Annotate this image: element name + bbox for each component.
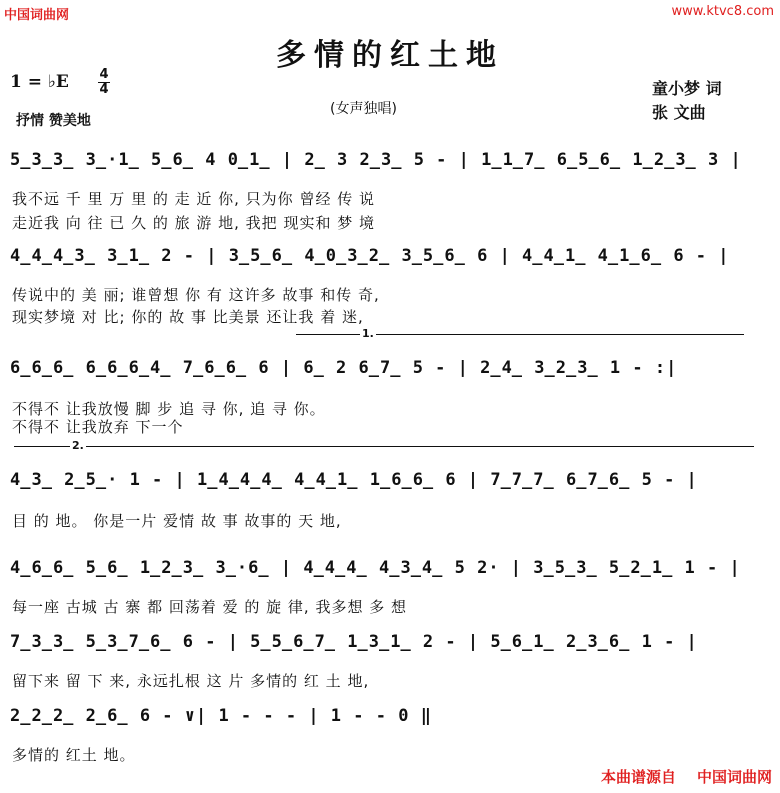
watermark-right: www.ktvc8.com (671, 4, 774, 19)
song-title: 多情的红土地 (276, 38, 504, 73)
score-row-2-lyric-1: 传说中的 美 丽; 谁曾想 你 有 这许多 故事 和传 奇, (12, 286, 380, 304)
score-row-7-notes: 2̲2̲2̲ 2̲6̲ 6 - ∨| 1 - - - | 1 - - 0 ‖ (10, 706, 432, 726)
score-row-1-lyric-1: 我不远 千 里 万 里 的 走 近 你, 只为你 曾经 传 说 (12, 190, 375, 208)
score-row-3-lyric-1: 不得不 让我放慢 脚 步 追 寻 你, 追 寻 你。 (12, 400, 326, 418)
tempo-marking: 抒情 赞美地 (16, 113, 91, 129)
source-site-link[interactable]: 中国词曲网 (696, 768, 772, 786)
performance-note: (女声独唱) (330, 101, 397, 117)
key-signature: 1 = ♭E (10, 72, 69, 92)
score-row-6-lyric-1: 留下来 留 下 来, 永远扎根 这 片 多情的 红 土 地, (12, 672, 370, 690)
score-row-6-notes: 7̲3̲3̲ 5̲3̲7̲6̲ 6 - | 5̲5̲6̲7̲ 1̲3̲1̲ 2 - | 5̲6̲1̲ 2̲3̲6̲ 1 - | (10, 632, 698, 652)
time-signature-bottom: 4 (99, 82, 109, 97)
time-signature (98, 68, 110, 97)
score-row-3-lyric-2: 不得不 让我放弃 下一个 (12, 418, 184, 436)
lyricist-credit: 童小梦 词 (652, 79, 722, 98)
second-ending-label: 2. (72, 439, 84, 452)
score-row-2-notes: 4̲4̲4̲3̲ 3̲1̲ 2 - | 3̲5̲6̲ 4̲0̲3̲2̲ 3̲5̲6̲ 6 | 4̲4̲1̲ 4̲1̲6̲ 6 - | (10, 246, 730, 266)
score-row-4-lyric-1: 目 的 地。 你是一片 爱情 故 事 故事的 天 地, (12, 512, 342, 530)
score-row-5-notes: 4̲6̲6̲ 5̲6̲ 1̲2̲3̲ 3̲·6̲ | 4̲4̲4̲ 4̲3̲4̲ 5 2· | 3̲5̲3̲ 5̲2̲1̲ 1 - | (10, 558, 741, 578)
score-row-4-notes: 4̲3̲ 2̲5̲· 1 - | 1̲4̲4̲4̲ 4̲4̲1̲ 1̲6̲6̲ 6 | 7̲7̲7̲ 6̲7̲6̲ 5 - | (10, 470, 698, 490)
score-row-5-lyric-1: 每一座 古城 古 寨 都 回荡着 爱 的 旋 律, 我多想 多 想 (12, 598, 407, 616)
score-row-1-notes: 5̲3̲3̲ 3̲·1̲ 5̲6̲ 4 0̲1̲ | 2̲ 3 2̲3̲ 5 - | 1̲1̲7̲ 6̲5̲6̲ 1̲2̲3̲ 3 | (10, 150, 742, 170)
watermark-left: 中国词曲网 (4, 8, 70, 23)
composer-credit: 张 文曲 (652, 103, 706, 122)
time-signature-top: 4 (99, 67, 109, 82)
score-row-7-lyric-1: 多情的 红土 地。 (12, 746, 136, 764)
score-row-2-lyric-2: 现实梦境 对 比; 你的 故 事 比美景 还让我 着 迷, (12, 308, 364, 326)
score-row-1-lyric-2: 走近我 向 往 已 久 的 旅 游 地, 我把 现实和 梦 境 (12, 214, 375, 232)
second-ending-bracket (14, 446, 754, 447)
first-ending-label: 1. (362, 327, 374, 340)
score-row-3-notes: 6̲6̲6̲ 6̲6̲6̲4̲ 7̲6̲6̲ 6 | 6̲ 2 6̲7̲ 5 - | 2̲4̲ 3̲2̲3̲ 1 - :| (10, 358, 678, 378)
source-label: 本曲谱源自 (600, 768, 676, 786)
